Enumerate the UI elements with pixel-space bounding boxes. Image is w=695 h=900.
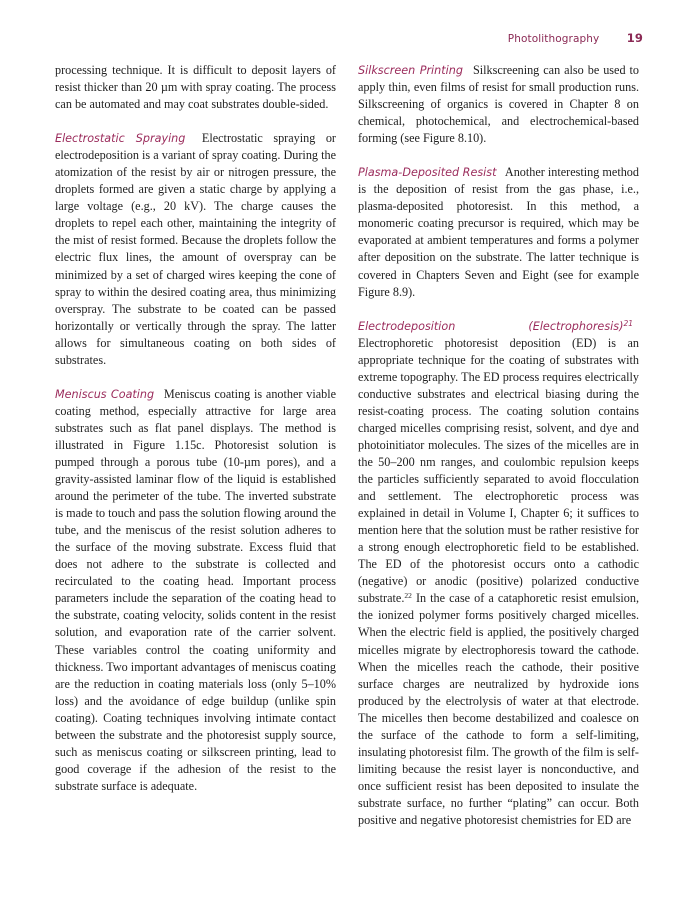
right-column <box>358 62 639 829</box>
paragraph-text: Electrostatic spraying or electrodeposition is a variant of spray coating. During the atomization of the resist by air or nitrogen pressure, the droplets formed are given a static charge by applying a large voltage (e.g., 20 kV). The charge causes the droplets to repel each other, maintaining the integrity of the mist of resist formed. Because the droplets follow the electric flux lines, the amount of overspray can be minimized by a set of charged wires keeping the cone of spray to within the desired coating area, thus minimizing overspray. The substrate to be coated can be passed horizontally or vertically through the spray. The latter allows for simultaneous coating on both sides of substrates. <box>55 131 336 367</box>
paragraph-text: In the case of a cataphoretic resist emulsion, the ionized polymer forms positively charged micelles. When the electric field is applied, the positively charged micelles migrate by electrophoresis toward the cathode. When the micelles reach the cathode, their positive surface charges are neutralized by hydroxide ions produced by the electrolysis of water at that electrode. The micelles then become destabilized and coalesce on the surface of the cathode to form a self-limiting, insulating photoresist film. The growth of the film is self-limiting because the resist layer is nonconductive, and once sufficient resist has been deposited to insulate the substrate surface, no further “plating” can occur. Both positive and negative photoresist chemistries for ED are <box>358 591 639 827</box>
run-in-heading: Silkscreen Printing <box>358 64 463 77</box>
run-in-heading <box>358 320 633 333</box>
paragraph-text: Electrophoretic photoresist deposition (ED) is an appropriate technique for the coating of substrates with extreme topography. The ED process requires electrically conductive substrates and electrical biasing during the resist-coating process. The coating solution contains charged micelles comprising resist, solvent, and dye and photoinitiator molecules. The sizes of the micelles are in the 50–200 nm ranges, and coulombic repulsion keeps the particles sufficiently separated to avoid flocculation and settlement. The electrophoretic process was explained in detail in Volume I, Chapter 6; it suffices to mention here that the solution must be rather resistive for a strong enough electrophoretic field to be established. The ED of the photoresist occurs onto a cathodic (negative) or anodic (positive) polarized conductive substrate. <box>358 335 639 606</box>
left-column <box>55 62 336 795</box>
paragraph-text: Meniscus coating is another viable coating method, especially attractive for large area substrates such as flat panel displays. The method is illustrated in Figure 1.15c. Photoresist solution is pumped through a porous tube (10-µm pores), and a gravity-assisted laminar flow of the liquid is established around the perimeter of the tube. The inverted substrate is made to touch and pass the solution flowing around the tube, and the meniscus of the resist solution adheres to the surface of the moving substrate. Excess fluid that does not adhere to the substrate is collected and recirculated to the coating head. Important process parameters include the separation of the coating head to the substrate, coating velocity, solids content in the resist solution, and evaporation rate of the carrier solvent. These variables control the coating uniformity and thickness. Two important advantages of meniscus coating are the reduction in coating materials loss (only 5–10% loss) and the avoidance of edge buildup (unlike spin coating). Coating techniques involving intimate contact between the substrate and the photoresist supply source, such as meniscus coating or silkscreen printing, lead to good coverage if the adhesion of the resist to the substrate surface is adequate. <box>55 386 337 793</box>
paragraph-electrodeposition <box>358 318 639 829</box>
running-header <box>508 31 643 45</box>
paragraph-plasma-deposited-resist <box>358 164 639 300</box>
paragraph-silkscreen-printing <box>358 62 639 147</box>
run-in-heading: Meniscus Coating <box>55 387 155 401</box>
reference-marker: 22 <box>404 591 412 601</box>
paragraph-electrostatic-spraying <box>55 130 336 369</box>
heading-text: Electrodeposition (Electrophoresis) <box>358 319 624 333</box>
paragraph-text: Silkscreening can also be used to apply thin, even films of resist for small production runs. Silkscreening of organics is covered in Chapter 8 on chemical, photochemical, and electrochemical-based forming (see Figure 8.10). <box>358 63 640 146</box>
paragraph-text: Another interesting method is the deposition of resist from the gas phase, i.e., plasma-deposited photoresist. In this method, a monomeric coating precursor is required, which may be evaporated at ambient temperatures and forms a polymer after deposition on the substrate. The latter technique is covered in Chapters Seven and Eight (see for example Figure 8.9). <box>358 165 639 299</box>
run-in-heading: Electrostatic Spraying <box>55 132 186 146</box>
page-number: 19 <box>626 31 643 45</box>
reference-marker: 21 <box>623 318 633 328</box>
paragraph-meniscus-coating <box>55 386 336 795</box>
section-title: Photolithography <box>507 33 600 45</box>
paragraph-continued: processing technique. It is difficult to deposit layers of resist thicker than 20 µm with spray coating. The process can be automated and may coat substrates double-sided. <box>55 63 336 112</box>
run-in-heading: Plasma-Deposited Resist <box>358 166 497 180</box>
